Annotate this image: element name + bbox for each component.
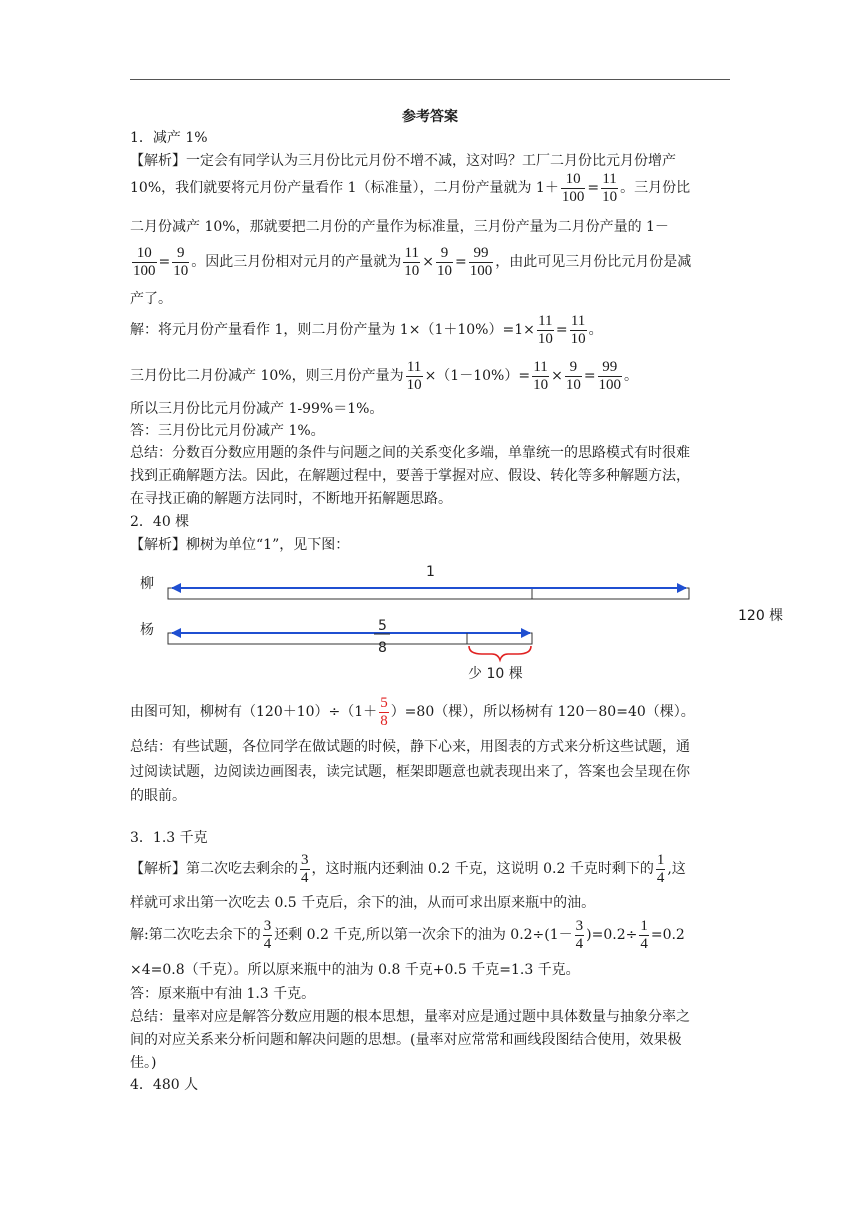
fraction: $\frac{1}{4}$ [640, 917, 648, 952]
q2-analysis-line: 【解析】柳树为单位“1”，见下图： [130, 537, 350, 553]
q2-calc-line: 由图可知，柳树有（120＋10）÷（1＋ $\frac{5}{8}$ ）=80（棵），所以杨树有 120－80=40（棵）。 [130, 694, 695, 729]
shortfall-brace [469, 646, 531, 660]
fraction: $\frac{11}{10}$ [533, 358, 549, 393]
poplar-label: 杨 [140, 622, 154, 638]
q1-answer-line: 答：三月份比元月份减产 1%。 [130, 423, 325, 439]
q1-analysis-line: 二月份减产 10%，那就要把二月份的产量作为标准量，三月份产量为二月份产量的 1－ [130, 219, 669, 235]
q1-solution-line: 解：将元月份产量看作 1，则二月份产量为 1×（1＋10%）=1× $\frac{11}{10}$ = $\frac{11}{10}$ 。 [130, 312, 603, 347]
q1-solution-line: 所以三月份比元月份减产 1-99%＝1%。 [130, 401, 384, 417]
willow-label: 柳 [140, 576, 154, 592]
q3-summary-line: 佳。) [130, 1055, 157, 1071]
q3-answer: 3．1.3 千克 [130, 830, 208, 846]
fraction-numerator: 5 [378, 618, 387, 634]
shortfall-label: 少 10 棵 [468, 666, 523, 682]
page-title: 参考答案 [402, 109, 458, 125]
fraction-denominator: 8 [378, 640, 387, 656]
q1-summary-line: 总结：分数百分数应用题的条件与问题之间的关系变化多端，单靠统一的思路模式有时很难 [130, 445, 690, 461]
fraction: $\frac{10}{100}$ [133, 244, 156, 279]
unit-one-label: 1 [426, 564, 435, 580]
q1-analysis-line: 10%，我们就要将元月份产量看作 1（标准量），二月份产量就为 1＋ $\frac{10}{100}$ = $\frac{11}{10}$ 。三月份比 [130, 170, 691, 205]
q2-summary-line: 过阅读试题，边阅读边画图表，读完试题，框架即题意也就表现出来了，答案也会呈现在你 [130, 764, 690, 780]
q1-answer: 1．减产 1% [130, 130, 208, 146]
header-rule [130, 79, 730, 80]
fraction: $\frac{1}{4}$ [656, 851, 665, 886]
fraction: $\frac{11}{10}$ [404, 244, 420, 279]
q2-answer: 2．40 棵 [130, 514, 190, 530]
q1-analysis-line: 产了。 [130, 291, 172, 307]
fraction-red: $\frac{5}{8}$ [380, 694, 388, 729]
q2-summary-line: 的眼前。 [130, 788, 186, 804]
q3-analysis-line: 【解析】第二次吃去剩余的 $\frac{3}{4}$ ，这时瓶内还剩油 0.2 千克，这说明 0.2 千克时剩下的 $\frac{1}{4}$ ,这 [130, 851, 686, 886]
fraction: $\frac{11}{10}$ [406, 358, 422, 393]
fraction: $\frac{3}{4}$ [575, 917, 584, 952]
q1-summary-line: 找到正确解题方法。因此，在解题过程中，要善于掌握对应、假设、转化等多种解题方法， [130, 468, 690, 484]
q1-analysis-line: 【解析】一定会有同学认为三月份比元月份不增不减，这对吗？工厂二月份比元月份增产 [130, 153, 676, 169]
total-label: 120 棵 [738, 608, 784, 624]
q4-answer: 4．480 人 [130, 1077, 199, 1093]
q3-analysis-line: 样就可求出第一次吃去 0.5 千克后，余下的油，从而可求出原来瓶中的油。 [130, 895, 596, 911]
fraction: $\frac{9}{10}$ [173, 244, 189, 279]
poplar-bar [168, 633, 532, 644]
q2-summary-line: 总结：有些试题，各位同学在做试题的时候，静下心来，用图表的方式来分析这些试题，通 [130, 739, 690, 755]
fraction: $\frac{11}{10}$ [537, 312, 553, 347]
q1-summary-line: 在寻找正确的解题方法同时，不断地开拓解题思路。 [130, 491, 452, 507]
line-segment-diagram [130, 560, 690, 690]
fraction: $\frac{3}{4}$ [263, 917, 272, 952]
q3-solution-line: 解:第二次吃去余下的 $\frac{3}{4}$ 还剩 0.2 千克,所以第一次余下的油为 0.2÷(1－ $\frac{3}{4}$ )=0.2÷ $\frac{1}{4}$ =0.2 [130, 917, 685, 952]
fraction: $\frac{99}{100}$ [469, 244, 493, 279]
fraction: $\frac{10}{100}$ [561, 170, 585, 205]
q1-analysis-line: $\frac{10}{100}$ = $\frac{9}{10}$ 。因此三月份相对元月的产量就为 $\frac{11}{10}$ × $\frac{9}{10}$ = $\frac{99}{100}$ ，由此可见三月份比元月份是减 [133, 244, 692, 279]
fraction: $\frac{9}{10}$ [436, 244, 452, 279]
q3-summary-line: 总结：量率对应是解答分数应用题的根本思想，量率对应是通过题中具体数量与抽象分率之 [130, 1009, 690, 1025]
fraction: $\frac{99}{100}$ [598, 358, 622, 393]
fraction: $\frac{9}{10}$ [565, 358, 581, 393]
willow-bar [168, 588, 689, 599]
q3-solution-line: ×4=0.8（千克）。所以原来瓶中的油为 0.8 千克+0.5 千克=1.3 千克。 [130, 962, 580, 978]
fraction: $\frac{11}{10}$ [570, 312, 586, 347]
q3-summary-line: 间的对应关系来分析问题和解决问题的思想。(量率对应常常和画线段图结合使用，效果极 [130, 1032, 682, 1048]
fraction: $\frac{11}{10}$ [602, 170, 618, 205]
q3-answer-line: 答：原来瓶中有油 1.3 千克。 [130, 986, 316, 1002]
q1-solution-line: 三月份比二月份减产 10%，则三月份产量为 $\frac{11}{10}$ ×（1－10%）= $\frac{11}{10}$ × $\frac{9}{10}$ = $\frac{99}{100}$ 。 [130, 358, 639, 393]
fraction: $\frac{3}{4}$ [301, 851, 309, 886]
